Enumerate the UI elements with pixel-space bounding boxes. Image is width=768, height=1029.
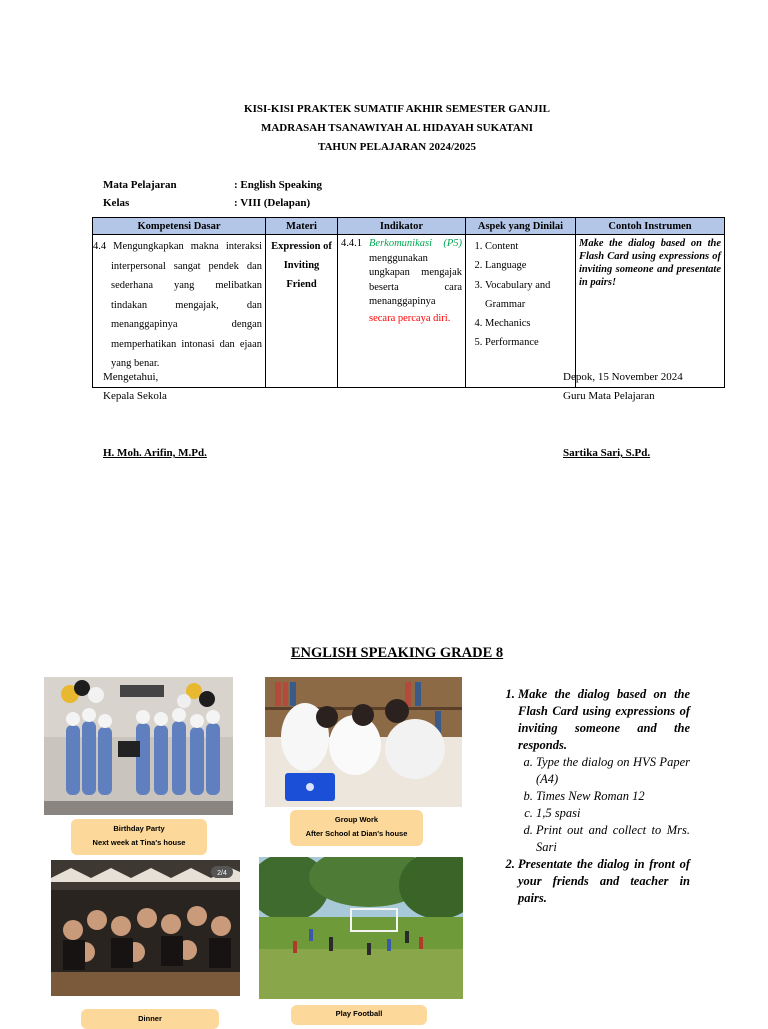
flash-card-caption: Play Football [291, 1005, 427, 1025]
class-value: : VIII (Delapan) [234, 197, 311, 209]
materi-cell: Expression of Inviting Friend [266, 235, 338, 388]
sig-left-name: H. Moh. Arifin, M.Pd. [103, 447, 207, 459]
aspek-cell [466, 235, 576, 388]
flash-card-caption: Birthday Party Next week at Tina's house [71, 819, 207, 855]
list-item: a. Type the dialog on HVS Paper (A4) [536, 754, 690, 788]
sig-right-line1: Depok, 15 November 2024 [563, 371, 683, 383]
doc-title-line3: TAHUN PELAJARAN 2024/2025 [317, 141, 477, 153]
table-row [93, 235, 725, 388]
sig-left-line2: Kepala Sekola [103, 390, 167, 402]
list-item: 4. Mechanics [485, 314, 572, 333]
list-item: 5. Performance [485, 333, 572, 352]
birthday-party-photo [44, 677, 233, 815]
contoh-cell: Make the dialog based on the Flash Card using expressions of inviting someone and presentate in pairs! [576, 235, 725, 388]
indikator-confident: secara percaya diri. [369, 312, 451, 324]
col-header-contoh: Contoh Instrumen [576, 218, 725, 235]
list-item: 1. Content [485, 237, 572, 256]
photo-badge: 2/4 [217, 870, 227, 877]
col-header-aspek: Aspek yang Dinilai [466, 218, 576, 235]
sig-right-line2: Guru Mata Pelajaran [563, 390, 655, 402]
indikator-text: menggunakan ungkapan mengajak beserta cara menanggapinya [369, 252, 462, 307]
doc-title-line2: MADRASAH TSANAWIYAH AL HIDAYAH SUKATANI [260, 122, 533, 134]
list-item: 2. Language [485, 256, 572, 275]
indikator-cell [338, 235, 466, 388]
kisi-table [92, 217, 725, 388]
sig-left-line1: Mengetahui, [103, 371, 159, 383]
class-label: Kelas [103, 197, 130, 209]
list-item: 2. Presentate the dialog in front of your friends and teacher in pairs. [518, 856, 690, 907]
doc-title-line1: KISI-KISI PRAKTEK SUMATIF AKHIR SEMESTER GANJIL [244, 103, 550, 115]
list-item: b. Times New Roman 12 [536, 788, 690, 805]
subject-value: : English Speaking [234, 179, 323, 191]
col-header-materi: Materi [266, 218, 338, 235]
indikator-number: 4.4.1 [341, 238, 362, 249]
col-header-indikator: Indikator [338, 218, 466, 235]
flash-card-caption: Dinner [81, 1009, 219, 1029]
football-photo [259, 857, 463, 999]
list-item: 1. Make the dialog based on the Flash Card using expressions of inviting someone and the responds. a. Type the dialog on HVS Paper (A4) b. Times New Roman 12 c. 1,5 spasi d. Print out and collect to Mrs. Sari [518, 686, 690, 856]
task-list [480, 686, 690, 907]
dinner-photo [51, 860, 240, 996]
col-header-kd: Kompetensi Dasar [93, 218, 266, 235]
indikator-p5: Berkomunikasi (P5) [369, 238, 462, 249]
flash-card-caption: Group Work After School at Dian's house [290, 810, 423, 846]
list-item: c. 1,5 spasi [536, 805, 690, 822]
kd-cell: 4.4 Mengungkapkan makna interaksi interpersonal sangat pendek dan sederhana yang melibatkan tindakan mengajak, dan menanggapinya dengan memperhatikan intonasi dan ejaan yang benar. [93, 235, 266, 388]
sig-right-name: Sartika Sari, S.Pd. [563, 447, 651, 459]
section-title: ENGLISH SPEAKING GRADE 8 [290, 645, 504, 661]
group-work-photo [265, 677, 462, 807]
list-item: 3. Vocabulary and Grammar [485, 276, 572, 315]
subject-label: Mata Pelajaran [103, 179, 177, 191]
list-item: d. Print out and collect to Mrs. Sari [536, 822, 690, 856]
